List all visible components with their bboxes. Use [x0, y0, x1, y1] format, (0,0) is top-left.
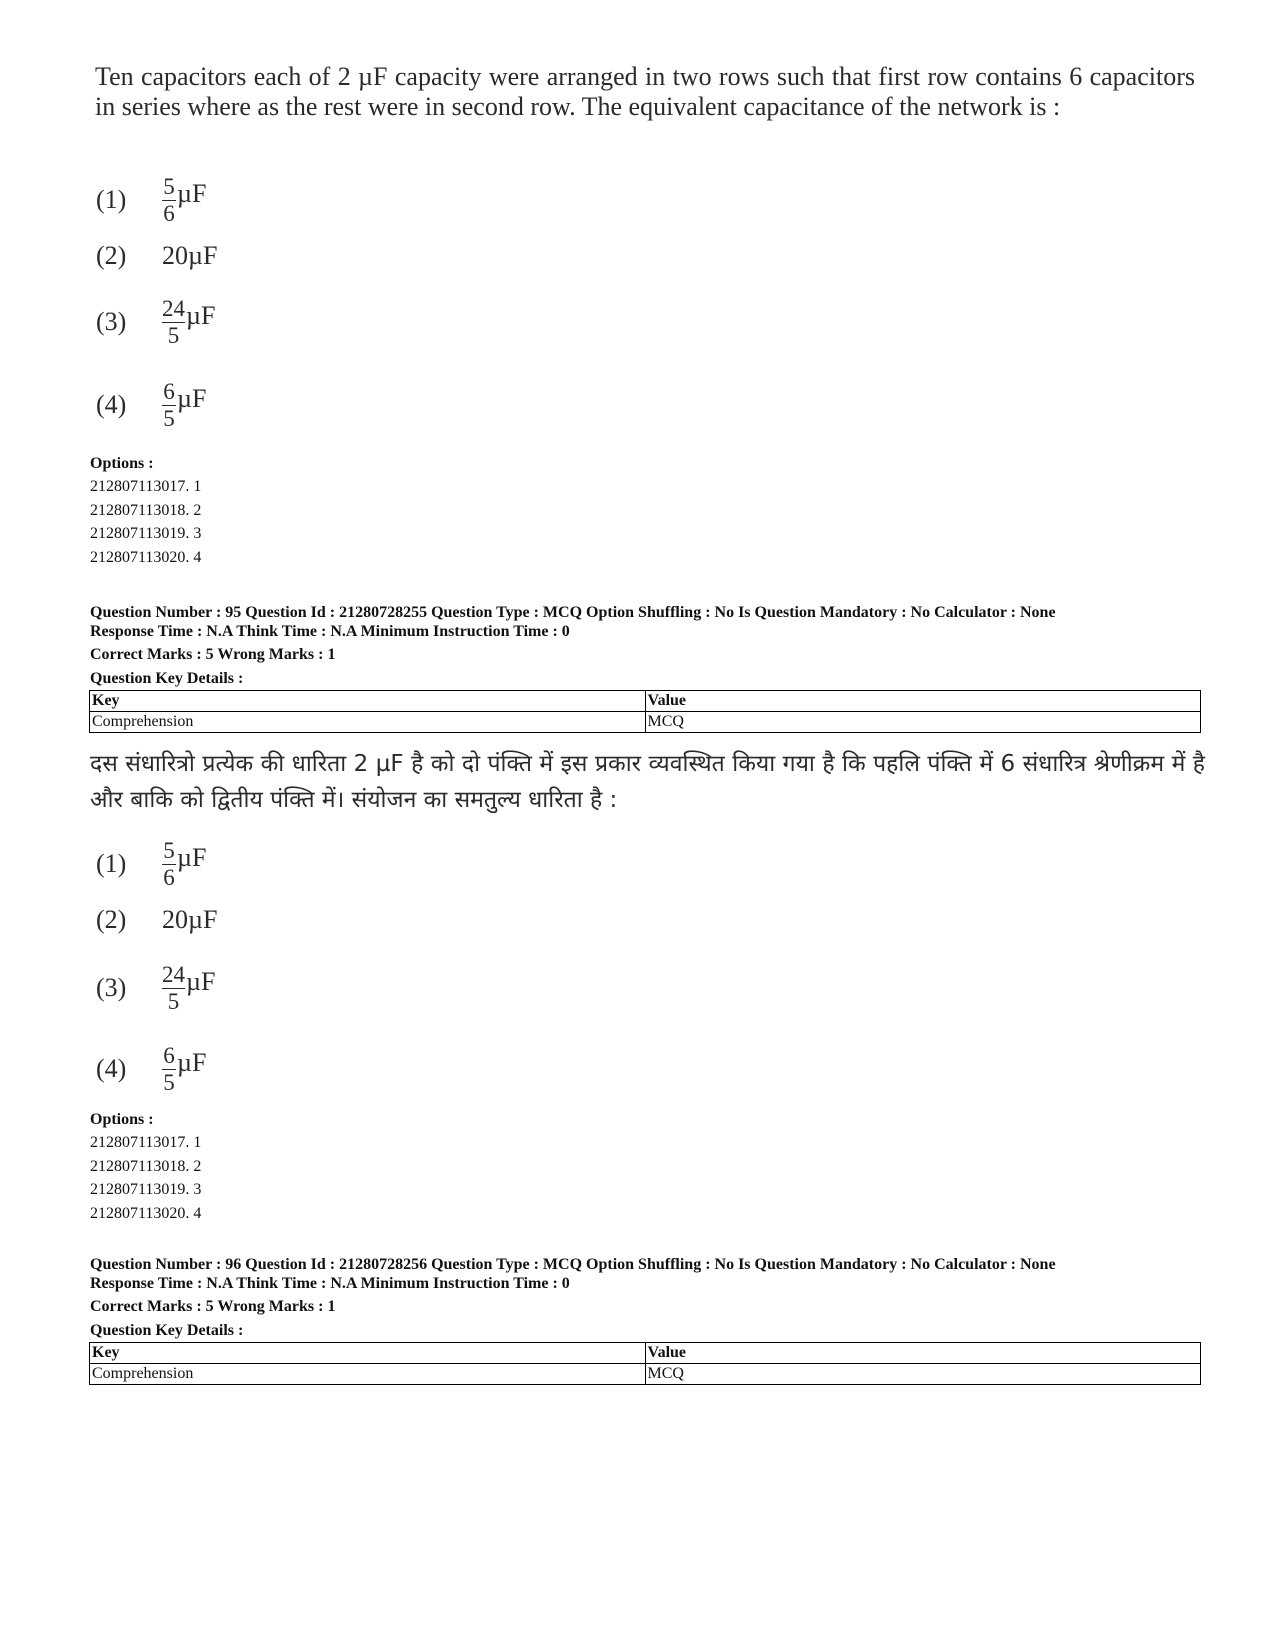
table-row [90, 1364, 1201, 1385]
fraction [162, 963, 185, 1014]
option-item: 212807113017. 1 [90, 1134, 202, 1151]
numerator: 5 [163, 837, 175, 863]
value-header: Value [645, 1343, 1201, 1364]
choice-2 [96, 226, 217, 286]
numerator: 5 [163, 173, 175, 199]
choice-label: (3) [96, 307, 127, 336]
fraction [162, 1044, 176, 1095]
options-list [90, 1131, 201, 1225]
choice-1 [96, 834, 206, 894]
numerator: 24 [162, 961, 185, 987]
denominator: 5 [167, 988, 180, 1014]
choice-2 [96, 890, 217, 950]
question-meta-line: Question Number : 96 Question Id : 21280728256 Question Type : MCQ Option Shuffling : No Is Question Mandatory : No Calculator : None [90, 1256, 1056, 1273]
choice-4 [96, 375, 206, 435]
value-cell: MCQ [645, 1364, 1201, 1385]
numerator: 6 [163, 378, 175, 404]
unit: µF [177, 384, 207, 413]
table-row [90, 712, 1201, 733]
value-header: Value [645, 691, 1201, 712]
fraction [162, 839, 176, 890]
options-heading: Options : [90, 1111, 154, 1128]
table-header-row [90, 691, 1201, 712]
choice-label: (4) [96, 390, 127, 419]
unit: µF [177, 179, 207, 208]
fraction [162, 380, 176, 431]
question-meta-line: Question Number : 95 Question Id : 21280728255 Question Type : MCQ Option Shuffling : No Is Question Mandatory : No Calculator : None [90, 604, 1056, 621]
key-header: Key [90, 1343, 646, 1364]
choice-3 [96, 958, 215, 1018]
denominator: 6 [163, 200, 175, 226]
option-item: 212807113019. 3 [90, 525, 202, 542]
key-cell: Comprehension [90, 1364, 646, 1385]
choice-3 [96, 292, 215, 352]
denominator: 5 [163, 405, 175, 431]
question-timing-line: Response Time : N.A Think Time : N.A Minimum Instruction Time : 0 [90, 623, 570, 640]
question-key-table [89, 1342, 1201, 1385]
unit: µF [186, 301, 216, 330]
choice-label: (3) [96, 973, 127, 1002]
option-item: 212807113019. 3 [90, 1181, 202, 1198]
choice-label: (2) [96, 905, 127, 934]
question-text-hindi: दस संधारित्रो प्रत्येक की धारिता 2 µF है को दो पंक्ति में इस प्रकार व्यवस्थित किया गया है कि पहलि पंक्ति में 6 संधारित्र श्रेणीक्रम में है और बाकि को द्वितीय पंक्ति में। संयोजन का समतुल्य धारिता है : [90, 751, 1205, 813]
denominator: 6 [163, 864, 175, 890]
choice-value: 20µF [162, 241, 218, 270]
table-header-row [90, 1343, 1201, 1364]
choice-4 [96, 1039, 206, 1099]
choice-value: 20µF [162, 905, 218, 934]
key-details-heading: Question Key Details : [90, 1322, 244, 1339]
unit: µF [177, 843, 207, 872]
choice-label: (1) [96, 185, 127, 214]
question-timing-line: Response Time : N.A Think Time : N.A Minimum Instruction Time : 0 [90, 1275, 570, 1292]
option-item: 212807113017. 1 [90, 478, 202, 495]
numerator: 6 [163, 1042, 175, 1068]
question-text-english: Ten capacitors each of 2 µF capacity were arranged in two rows such that first row contains 6 capacitors in series where as the rest were in second row. The equivalent capacitance of the network is : [95, 62, 1195, 121]
denominator: 5 [163, 1069, 175, 1095]
option-item: 212807113020. 4 [90, 548, 202, 566]
choice-label: (2) [96, 241, 127, 270]
choice-label: (4) [96, 1054, 127, 1083]
key-details-heading: Question Key Details : [90, 670, 244, 687]
key-header: Key [90, 691, 646, 712]
value-cell: MCQ [645, 712, 1201, 733]
option-item: 212807113018. 2 [90, 1157, 202, 1175]
question-key-table [89, 690, 1201, 733]
marks-line: Correct Marks : 5 Wrong Marks : 1 [90, 1298, 336, 1315]
options-heading: Options : [90, 455, 154, 472]
option-item: 212807113018. 2 [90, 501, 202, 519]
denominator: 5 [167, 322, 180, 348]
fraction [162, 297, 185, 348]
unit: µF [186, 967, 216, 996]
fraction [162, 175, 176, 226]
options-list [90, 475, 201, 569]
unit: µF [177, 1048, 207, 1077]
choice-label: (1) [96, 849, 127, 878]
marks-line: Correct Marks : 5 Wrong Marks : 1 [90, 646, 336, 663]
key-cell: Comprehension [90, 712, 646, 733]
numerator: 24 [162, 295, 185, 321]
option-item: 212807113020. 4 [90, 1204, 202, 1222]
choice-1 [96, 170, 206, 230]
